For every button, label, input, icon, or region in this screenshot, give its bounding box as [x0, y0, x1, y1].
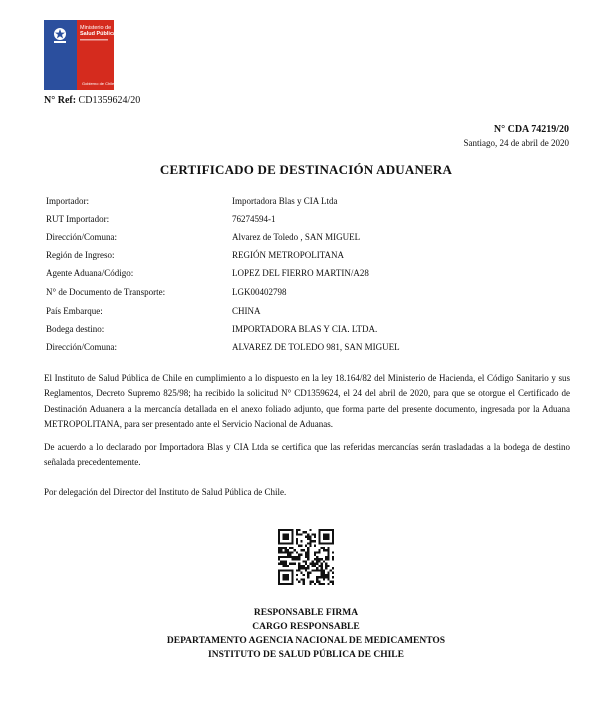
signature-institution: INSTITUTO DE SALUD PÚBLICA DE CHILE	[208, 650, 404, 660]
field-row-warehouse-address	[46, 342, 546, 356]
field-row-address	[46, 232, 546, 246]
field-row-rut	[46, 214, 546, 228]
signature-position: CARGO RESPONSABLE	[252, 622, 360, 632]
field-value: REGIÓN METROPOLITANA	[232, 250, 345, 260]
svg-text:Ministerio de: Ministerio de	[80, 25, 112, 31]
field-row-country	[46, 306, 546, 320]
svg-text:Gobierno de Chile: Gobierno de Chile	[82, 81, 114, 86]
reference-label: N° Ref:	[44, 95, 77, 106]
field-row-agent	[46, 268, 546, 282]
signature-name: RESPONSABLE FIRMA	[253, 608, 359, 618]
field-row-region	[46, 250, 546, 264]
body-paragraph-delegation: Por delegación del Director del Instituto de Salud Pública de Chile.	[44, 487, 287, 497]
field-label: Importador:	[46, 196, 89, 206]
field-label: Dirección/Comuna:	[46, 342, 117, 352]
field-label: Dirección/Comuna:	[46, 232, 117, 242]
reference-value: CD1359624/20	[78, 95, 141, 106]
field-label: Región de Ingreso:	[46, 250, 115, 260]
signature-department: DEPARTAMENTO AGENCIA NACIONAL DE MEDICAMENTOS	[166, 636, 446, 646]
qr-code	[278, 529, 334, 585]
field-value: IMPORTADORA BLAS Y CIA. LTDA.	[232, 324, 378, 334]
body-paragraph-declaration: De acuerdo a lo declarado por Importadora Blas y CIA Ltda se certifica que las referidas mercancías serán trasladadas a la bodega de destino señalada precedentemente.	[44, 442, 570, 468]
field-label: Bodega destino:	[46, 324, 105, 334]
qr-code-icon	[278, 529, 334, 585]
field-label: Agente Aduana/Código:	[46, 268, 134, 278]
ministry-logo	[44, 20, 114, 90]
document-title: CERTIFICADO DE DESTINACIÓN ADUANERA	[159, 162, 453, 177]
reference-number	[44, 95, 140, 106]
ministry-logo-graphic	[44, 20, 114, 90]
field-label: N° de Documento de Transporte:	[46, 287, 166, 297]
svg-text:Salud Pública: Salud Pública	[80, 31, 114, 37]
field-value: LOPEZ DEL FIERRO MARTIN/A28	[232, 268, 369, 278]
field-label: RUT Importador:	[46, 214, 110, 224]
document-date: Santiago, 24 de abril de 2020	[463, 138, 569, 148]
body-paragraph-legal: El Instituto de Salud Pública de Chile en cumplimiento a lo dispuesto en la ley 18.164/82 del Ministerio de Hacienda, el Código Sanitario y sus Reglamentos, Decreto Supremo 825/98; ha recibido la solicitud N° CD1359624, el 24 del abril de 2020, para que se otorgue el Certificado de Destinación Aduanera a la mercancía detallada en el anexo foliado adjunto, que forma parte del presente documento, ingresada por la Aduana METROPOLITANA, para ser presentado ante el Servicio Nacional de Aduanas.	[44, 373, 570, 429]
field-row-importer	[46, 196, 546, 210]
field-value: 76274594-1	[232, 214, 276, 224]
field-value: ALVAREZ DE TOLEDO 981, SAN MIGUEL	[232, 342, 400, 352]
field-value: Importadora Blas y CIA Ltda	[232, 196, 338, 206]
field-row-transport-doc	[46, 287, 546, 301]
field-value: CHINA	[232, 306, 261, 316]
cda-number: N° CDA 74219/20	[493, 124, 569, 135]
field-row-warehouse	[46, 324, 546, 338]
field-label: País Embarque:	[46, 306, 103, 316]
field-value: Alvarez de Toledo , SAN MIGUEL	[232, 232, 361, 242]
signature-block	[0, 606, 612, 662]
field-value: LGK00402798	[232, 287, 287, 297]
